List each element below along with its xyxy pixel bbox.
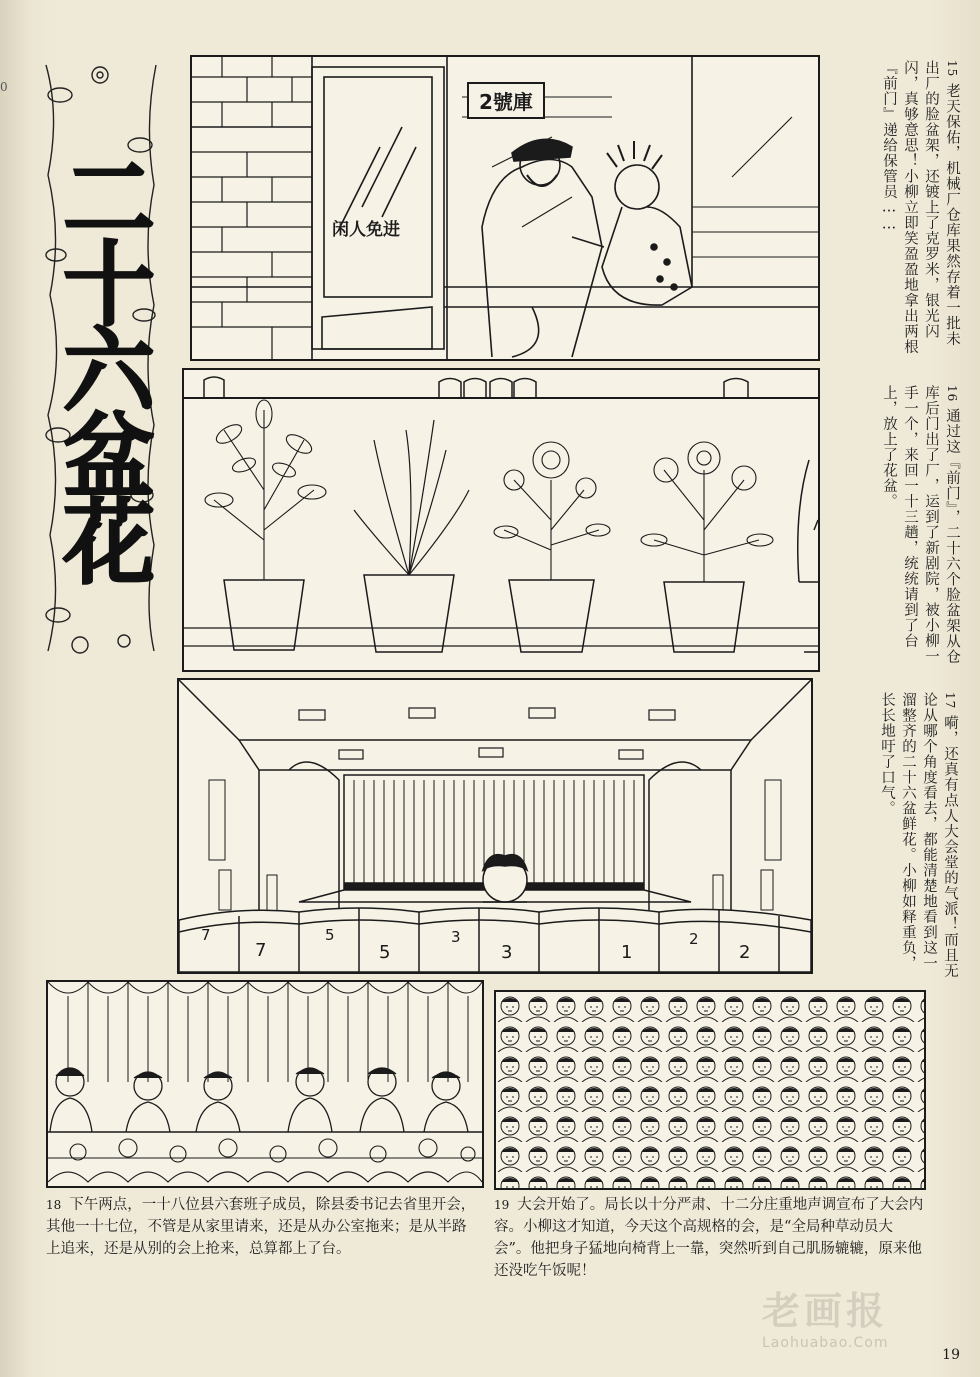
seat-label: 5 [325,926,335,944]
caption-text: 下午两点，一十八位县六套班子成员，除县委书记去省里开会，其他一十七位，不管是从家里请来，还是从办公室拖来；是从半路上追来，还是从别的会上抢来，总算都上了台。 [46,1197,476,1257]
title-block [40,55,162,655]
caption-text: 嗬，还真有点人大会堂的气派！而且无论从哪个角度看去，都能清楚地看到这一溜整齐的二十六盆鲜花。小柳如释重负，长长地吁了口气。 [879,692,958,979]
panel-15 [190,55,820,361]
warehouse-sign: 2號庫 [467,82,545,119]
seat-label: 2 [739,942,751,963]
caption-number: 18 [46,1198,62,1212]
seat-label: 7 [201,926,211,944]
page-number: 19 [942,1347,960,1363]
caption-19 [494,1194,926,1282]
caption-17 [820,692,960,982]
auditorium-illustration [179,680,811,972]
caption-16 [830,385,962,675]
flowerpots-illustration [184,370,818,670]
caption-number: 19 [494,1198,510,1212]
crowd-illustration [496,992,924,1188]
seat-label: 1 [621,942,633,963]
panel-18 [46,980,484,1188]
caption-text: 大会开始了。局长以十分严肃、十二分庄重地声调宣布了大会内容。小柳这才知道，今天这个高规格的会，是“全局种草动员大会”。他把身子猛地向椅背上一靠，突然听到自己肌肠辘辘，原来他还没吃午饭呢！ [494,1197,924,1279]
seat-label: 5 [379,942,391,963]
panel-19 [494,990,926,1190]
seat-label: 7 [255,940,267,961]
caption-number: 16 [945,385,959,403]
seat-label: 3 [501,942,513,963]
caption-number: 15 [945,60,959,78]
site-watermark [762,1280,932,1360]
caption-text: 通过这『前门』，二十六个脸盆架从仓库后门出了厂，运到了新剧院，被小柳一手一个，来回一十三趟，统统请到了台上，放上了花盆。 [881,385,960,665]
panel-17 [177,678,813,974]
comic-title: 二十六盆花 [48,150,155,580]
caption-18 [46,1194,480,1260]
caption-15 [830,60,962,360]
seat-label: 3 [451,928,461,946]
panel-16 [182,368,820,672]
watermark-url: Laohuabao.Com [762,1335,889,1351]
caption-number: 17 [943,692,957,710]
caption-text: 老天保佑，机械厂仓库果然存着一批未出厂的脸盆架，还镀上了克罗米，银光闪闪，真够意思！小柳立即笑盈盈地拿出两根『前门』递给保管员…… [881,60,960,355]
watermark-logo-text: 老画报 [762,1289,889,1333]
seat-label: 2 [689,930,699,948]
door-sign: 闲人免进 [332,220,400,240]
officials-on-stage-illustration [48,982,482,1186]
gutter-mark: 0 [0,80,8,94]
